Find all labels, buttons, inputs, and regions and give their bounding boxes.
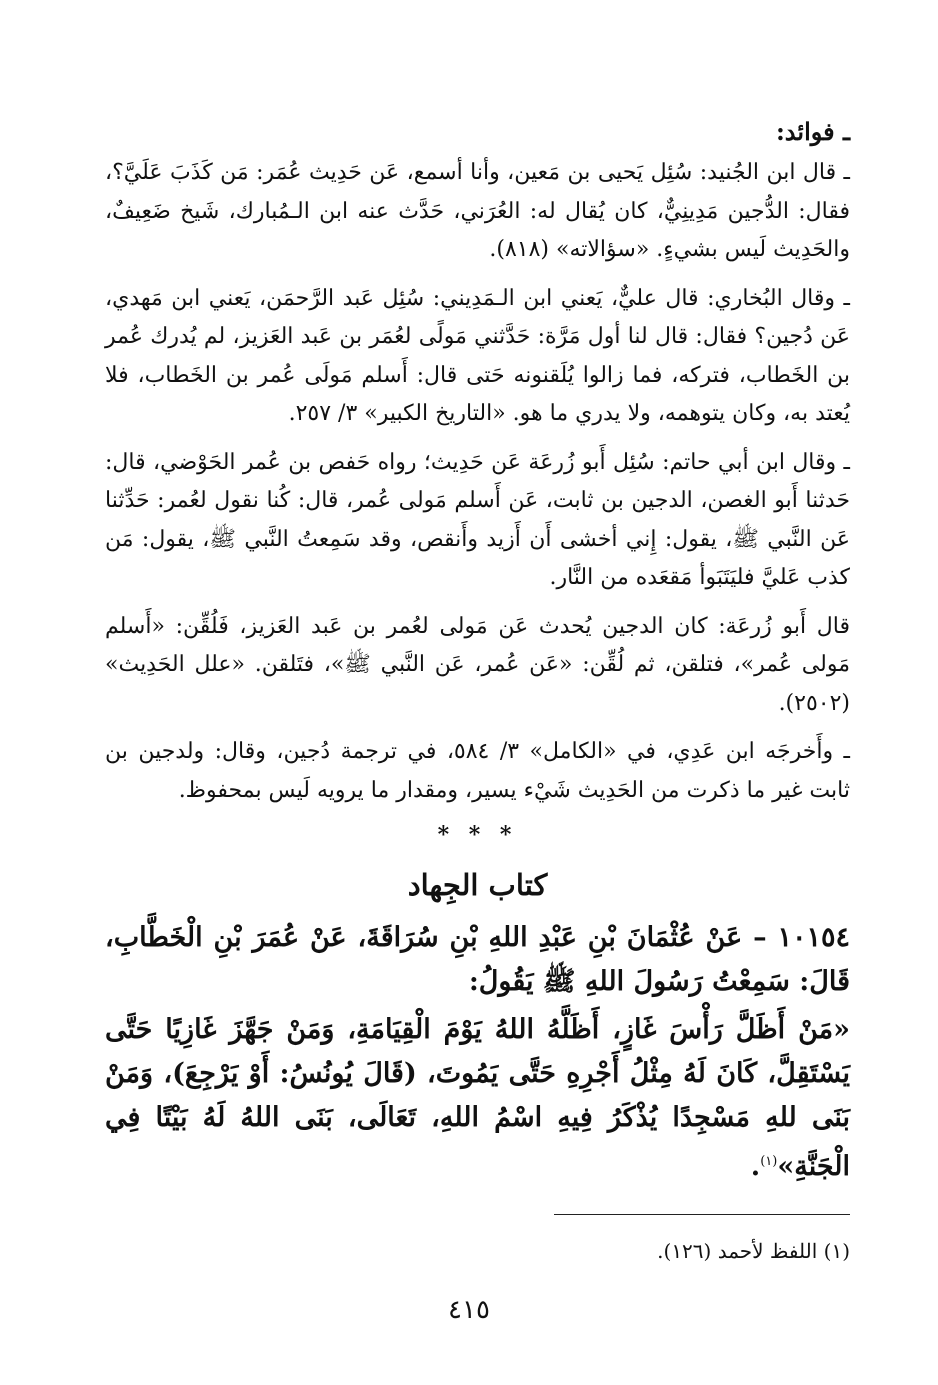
footnote: (١) اللفظ لأحمد (١٢٦). [657,1239,850,1263]
hadith-matn [105,1008,850,1189]
paragraph-abu-zura: قال أَبو زُرعَة: كان الدجين يُحدث عَن مَولى لعُمر بن عَبد العَزيز، فَلُقِّن: «أَسلم مَولى عُمر»، فتلقن، ثم لُقِّن: «عَن عُمر، عَن النَّبي ﷺ»، فتَلقن. «علل الحَدِيث» (٢٥٠٢). [105,613,850,716]
section-heading: ـ فوائد: [775,117,850,146]
paragraph-ibn-adi: ـ وأَخرجَه ابن عَدِي، في «الكامل» ٣/ ٥٨٤، في ترجمة دُجين، وقال: ولدجين بن ثابت غير ما ذكرت من الحَدِيث شَيْء يسير، ومقدار ما يرويه لَيس بمحفوظ. [105,739,850,803]
section-separator: * * * [437,822,518,848]
page-number: ٤١٥ [448,1295,490,1325]
paragraph-bukhari: ـ وقال البُخاري: قال عليٌّ، يَعني ابن الـمَدِيني: سُئِل عَبد الرَّحمَن، يَعني ابن مَهدي، عَن دُجين؟ فقال: قال لنا أول مَرَّة: حَدَّثني مَولًى لعُمَر بن عَبد العَزيز، لم يُدرك عُمر بن الخَطاب، فتركه، فما زالوا يُلَقنونه حَتى قال: أَسلم مَولَى عُمر بن الخَطاب، فلا يُعتد به، وكان يتوهمه، ولا يدري ما هو. «التاريخ الكبير» ٣/ ٢٥٧. [105,285,850,426]
page-body [105,112,850,1189]
footnote-divider [554,1214,850,1215]
paragraph-ibn-junayd: ـ قال ابن الجُنيد: سُئِل يَحيى بن مَعين، وأنا أسمع، عَن حَدِيث عُمَر: مَن كَذَبَ عَلَيَّ؟، فقال: الدُّجين مَدِينِيٌّ، كان يُقال له: العُرَني، حَدَّث عنه ابن الـمُبارك، شَيخ ضَعِيفٌ، والحَدِيث لَيس بشيءٍ. «سؤالاته» (٨١٨). [105,160,850,262]
hadith-end-punct: . [750,1151,761,1182]
footnote-marker: (١) [760,1154,778,1169]
paragraph-ibn-abi-hatim: ـ وقال ابن أبي حاتم: سُئِل أَبو زُرعَة عَن حَدِيث؛ رواه حَفص بن عُمر الحَوْضي، قال: حَدثنا أَبو الغصن، الدجين بن ثابت، عَن أَسلم مَولى عُمر، قال: كُنا نقول لعُمر: حَدِّثنا عَن النَّبي ﷺ، يقول: إِني أخشى أَن أَزيد وأَنقص، وقد سَمِعتُ النَّبي ﷺ، يقول: مَن كذب عَليَّ فليَتَبَوأ مَقعَده من النَّار. [105,449,850,590]
hadith-isnad: ١٠١٥٤ – عَنْ عُثْمَانَ بْنِ عَبْدِ اللهِ بْنِ سُرَاقَةَ، عَنْ عُمَرَ بْنِ الْخَطَّابِ، قَالَ: سَمِعْتُ رَسُولَ اللهِ ﷺ يَقُولُ: [105,922,850,997]
hadith-matn-text: «مَنْ أَظَلَّ رَأْسَ غَازٍ، أَظَلَّهُ اللهُ يَوْمَ الْقِيَامَةِ، وَمَنْ جَهَّزَ غَازِيًا حَتَّى يَسْتَقِلَّ، كَانَ لَهُ مِثْلُ أَجْرِهِ حَتَّى يَمُوتَ، (قَالَ يُونُسُ: أَوْ يَرْجِعَ)، وَمَنْ بَنَى للهِ مَسْجِدًا يُذْكَرُ فِيهِ اسْمُ اللهِ، تَعَالَى، بَنَى اللهُ لَهُ بَيْتًا فِي الْجَنَّةِ» [105,1014,850,1182]
book-title: كتاب الجِهاد [407,868,548,902]
